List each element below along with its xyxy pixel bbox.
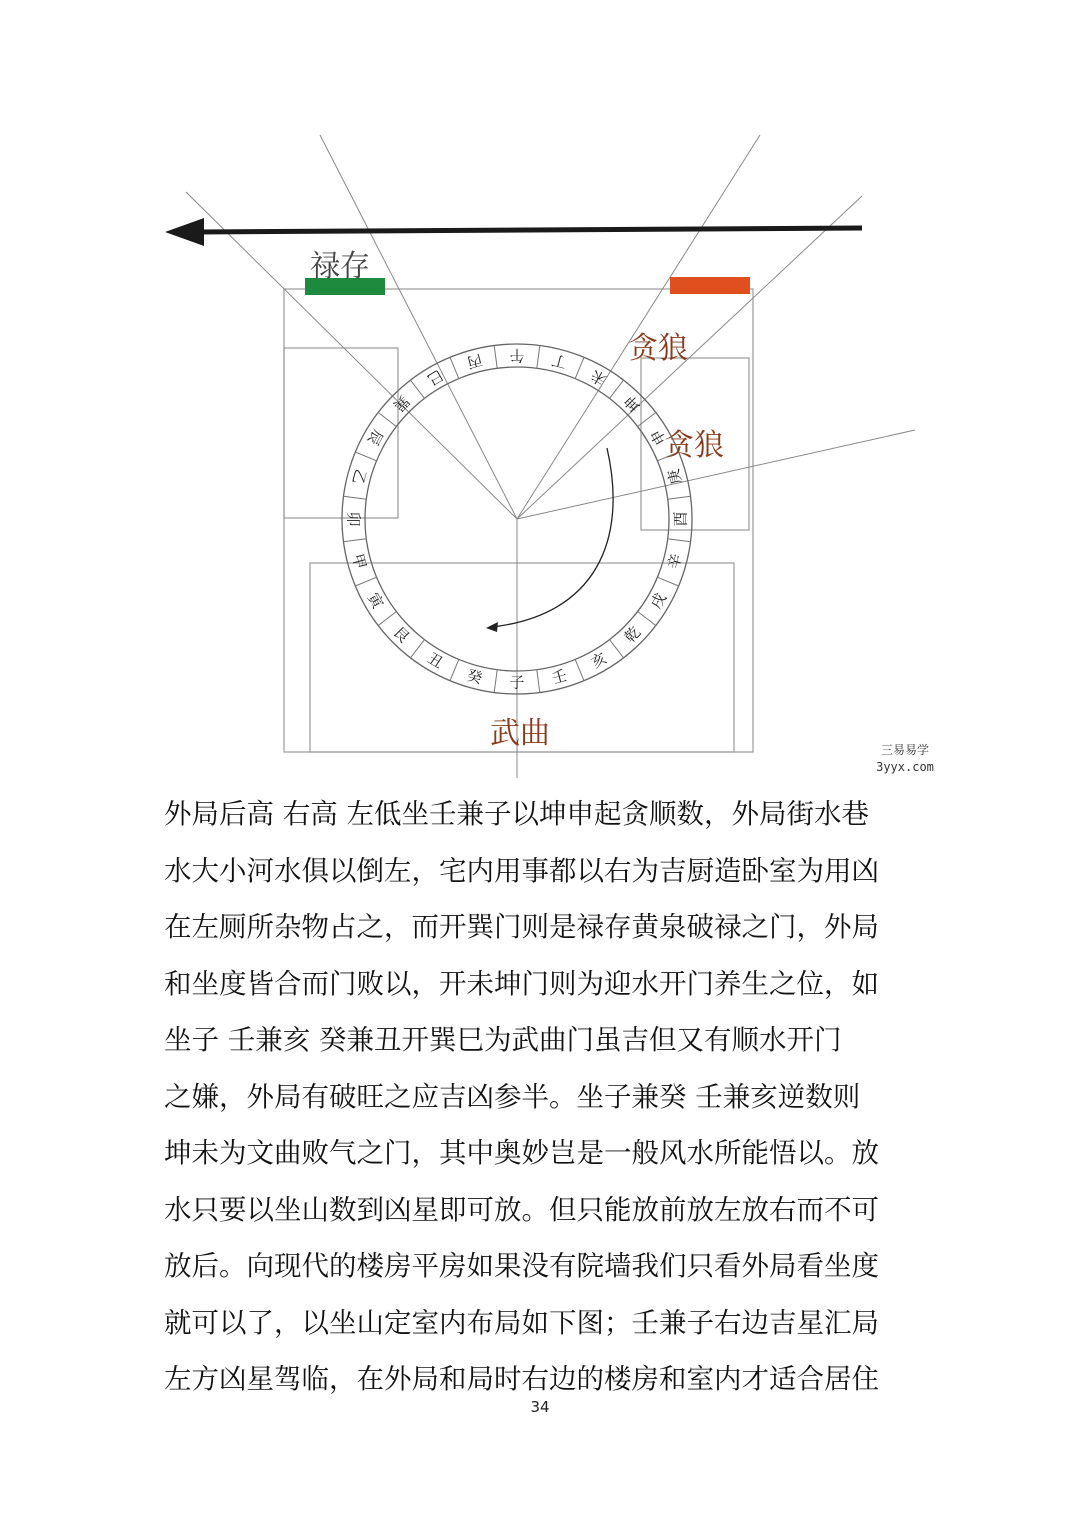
ring-divider	[411, 640, 425, 658]
paragraph-line: 就可以了，以坐山定室内布局如下图；壬兼子右边吉星汇局	[164, 1306, 879, 1339]
page-number: 34	[530, 1398, 550, 1416]
ring-character: 子	[509, 673, 525, 692]
ring-character: 辰	[363, 426, 387, 449]
ring-divider	[355, 577, 376, 586]
ring-divider	[344, 539, 367, 542]
paragraph-line: 水只要以坐山数到凶星即可放。但只能放前放左放右而不可	[164, 1193, 879, 1226]
ring-character: 丁	[549, 350, 569, 372]
tanlang-marker-bar	[670, 277, 750, 294]
ring-character: 申	[647, 426, 671, 449]
ring-character: 巽	[389, 391, 414, 416]
watermark-title: 三易易学	[880, 743, 929, 757]
ring-character: 巳	[424, 365, 447, 389]
ring-character: 丑	[424, 649, 447, 673]
ring-divider	[657, 577, 678, 586]
wuqu-label: 武曲	[490, 716, 550, 751]
ring-divider	[638, 413, 656, 427]
ring-character: 坤	[620, 391, 645, 416]
ring-divider	[378, 612, 396, 626]
ring-divider	[668, 539, 691, 542]
body-paragraph	[164, 786, 924, 1408]
paragraph-line: 放后。向现代的楼房平房如果没有院墙我们只看外局看坐度	[164, 1250, 879, 1282]
ring-character: 戌	[647, 589, 671, 612]
ring-character: 午	[509, 346, 525, 365]
ring-character: 乾	[620, 622, 645, 647]
ring-character: 酉	[671, 511, 690, 527]
paragraph-line: 坤未为文曲败气之门，其中奥妙岂是一般风水所能悟以。放	[164, 1137, 879, 1169]
paragraph-line: 水大小河水俱以倒左，宅内用事都以右为吉厨造卧室为用凶	[164, 854, 879, 887]
ring-character: 壬	[549, 666, 569, 688]
paragraph-line: 和坐度皆合而门败以，开未坤门则为迎水开门养生之位，如	[164, 967, 879, 1000]
flow-direction-arrow	[165, 218, 862, 246]
ring-divider	[355, 452, 376, 461]
ring-divider	[610, 380, 624, 398]
ring-character: 艮	[389, 622, 414, 647]
ring-character: 卯	[344, 511, 363, 527]
ring-character: 辛	[664, 551, 686, 571]
ring-character: 癸	[465, 666, 485, 688]
ring-character: 亥	[587, 649, 610, 673]
paragraph-line: 坐子 壬兼亥 癸兼丑开巽巳为武曲门虽吉但又有顺水开门	[164, 1024, 842, 1056]
ring-divider	[494, 346, 497, 369]
ring-divider	[537, 346, 540, 369]
ring-character: 庚	[664, 467, 686, 487]
ring-divider	[411, 380, 425, 398]
paragraph-line: 之嫌，外局有破旺之应吉凶参半。坐子兼癸 壬兼亥逆数则	[164, 1080, 861, 1113]
watermark	[820, 742, 990, 782]
paragraph-line: 左方凶星驾临，在外局和局时右边的楼房和室内才适合居住	[164, 1363, 879, 1395]
ring-character: 丙	[465, 350, 485, 372]
ring-divider	[344, 496, 367, 499]
ring-divider	[610, 640, 624, 658]
ring-character: 甲	[348, 551, 370, 571]
ring-character: 寅	[363, 589, 387, 612]
ring-divider	[450, 659, 459, 680]
watermark-url: 3yyx.com	[876, 760, 934, 774]
ring-divider	[575, 659, 584, 680]
tanlang-side-label: 贪狼	[664, 428, 724, 463]
ring-character: 未	[587, 365, 610, 389]
tanlang-top-label: 贪狼	[628, 331, 688, 366]
paragraph-line: 外局后高 右高 左低坐壬兼子以坤申起贪顺数，外局街水巷	[164, 798, 869, 830]
ring-divider	[537, 670, 540, 693]
curved-arrow	[486, 448, 613, 632]
paragraph-line: 在左厕所杂物占之，而开巽门则是禄存黄泉破禄之门，外局	[164, 911, 879, 943]
ring-character: 乙	[348, 467, 370, 487]
ring-divider	[575, 357, 584, 378]
ring-divider	[668, 496, 691, 499]
ring-divider	[378, 413, 396, 427]
ring-divider	[450, 357, 459, 378]
lucun-label: 禄存	[310, 249, 370, 284]
ring-divider	[638, 612, 656, 626]
ring-divider	[494, 670, 497, 693]
